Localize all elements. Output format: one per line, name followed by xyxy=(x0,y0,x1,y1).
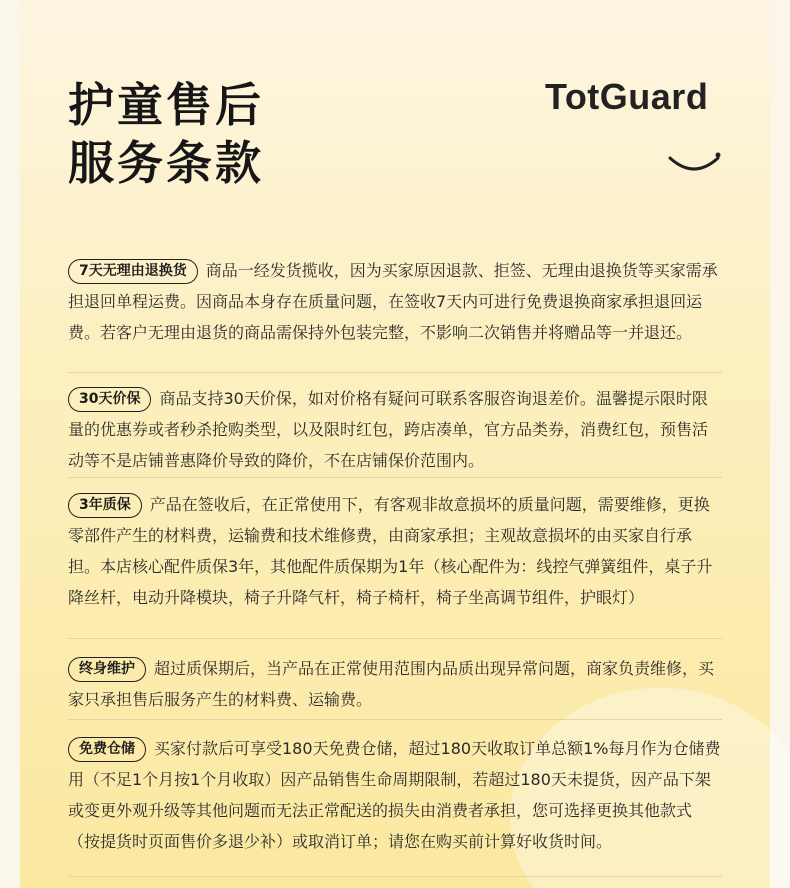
brand-logo: TotGuard xyxy=(545,76,709,117)
section-3year-warranty xyxy=(68,489,722,613)
title-line-2: 服务条款 xyxy=(68,136,264,190)
section-text: 买家付款后可享受180天免费仓储，超过180天收取订单总额1%每月作为仓储费用（不足1个月按1个月收取）因产品销售生命周期限制，若超过180天未提货，因产品下架或变更外观升级等其他问题而无法正常配送的损失由消费者承担，您可选择更换其他款式（按提货时页面售价多退少补）或取消订单；请您在购买前计算好收货时间。 xyxy=(68,739,721,851)
section-text: 商品一经发货揽收，因为买家原因退款、拒签、无理由退换货等买家需承担退回单程运费。因商品本身存在质量问题，在签收7天内可进行免费退换商家承担退回运费。若客户无理由退货的商品需保持外包装完整，不影响二次销售并将赠品等一并退还。 xyxy=(68,261,718,342)
section-tag: 免费仓储 xyxy=(68,737,146,762)
section-tag: 30天价保 xyxy=(68,387,151,412)
page-title xyxy=(68,76,264,192)
section-tag: 终身维护 xyxy=(68,657,146,682)
section-7day-return xyxy=(68,255,722,348)
divider xyxy=(68,477,722,478)
divider xyxy=(68,372,722,373)
title-line-1: 护童售后 xyxy=(68,78,264,132)
divider xyxy=(68,719,722,720)
section-text: 超过质保期后，当产品在正常使用范围内品质出现异常问题，商家负责维修，买家只承担售后服务产生的材料费、运输费。 xyxy=(68,659,715,709)
section-lifetime-maintenance xyxy=(68,653,722,715)
left-margin xyxy=(0,0,20,888)
section-text: 商品支持30天价保，如对价格有疑问可联系客服咨询退差价。温馨提示限时限量的优惠券或者秒杀抢购类型，以及限时红包，跨店凑单，官方品类券，消费红包，预售活动等不是店铺普惠降价导致的降价，不在店铺保价范围内。 xyxy=(68,389,709,470)
section-tag: 3年质保 xyxy=(68,493,142,518)
divider xyxy=(68,876,722,877)
section-text: 产品在签收后，在正常使用下，有客观非故意损坏的质量问题，需要维修，更换零部件产生的材料费，运输费和技术维修费，由商家承担；主观故意损坏的由买家自行承担。本店核心配件质保3年，其他配件质保期为1年（核心配件为：线控气弹簧组件，桌子升降丝杆，电动升降模块，椅子升降气杆，椅子椅杆，椅子坐高调节组件，护眼灯） xyxy=(68,495,713,607)
smile-logo-icon xyxy=(666,150,722,180)
divider xyxy=(68,638,722,639)
section-price-protection xyxy=(68,383,722,476)
section-free-storage xyxy=(68,733,722,857)
section-tag: 7天无理由退换货 xyxy=(68,259,198,284)
